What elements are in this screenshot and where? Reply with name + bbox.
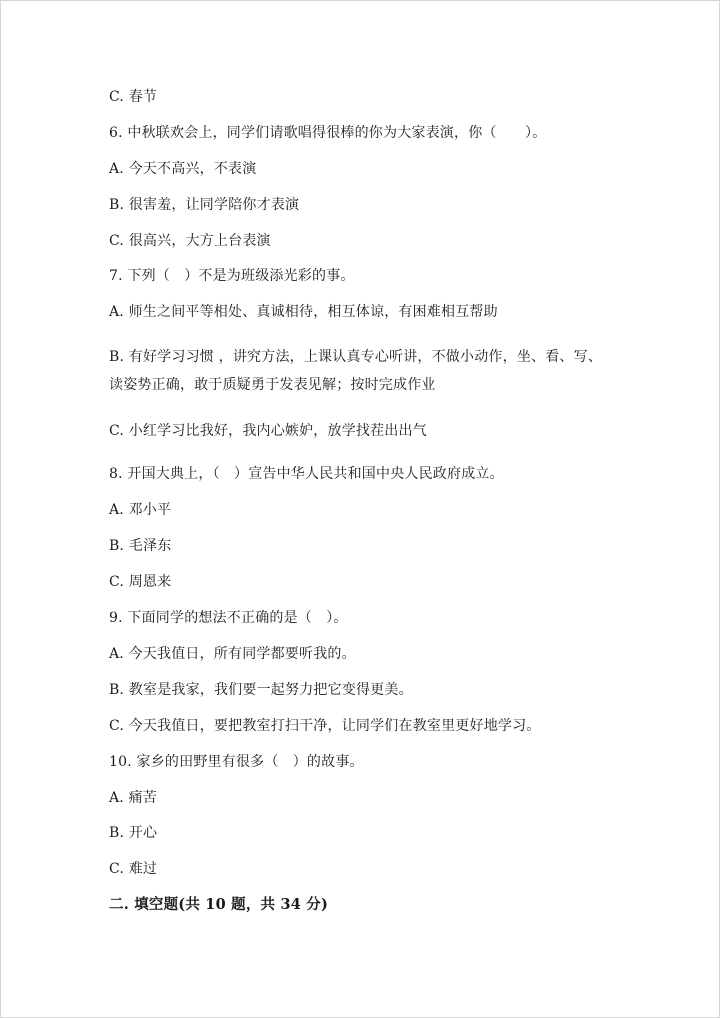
q10-option-a: A. 痛苦 [109, 790, 158, 806]
q6-option-b: B. 很害羞，让同学陪你才表演 [109, 197, 300, 213]
q6-option-c: C. 很高兴，大方上台表演 [109, 233, 271, 249]
q7-option-b-continued: 读姿势正确，敢于质疑勇于发表见解；按时完成作业 [109, 377, 436, 393]
question-9: 9. 下面同学的想法不正确的是（ ）。 [109, 610, 348, 626]
q7-option-c: C. 小红学习比我好，我内心嫉妒，放学找茬出出气 [109, 423, 427, 439]
question-7: 7. 下列（ ）不是为班级添光彩的事。 [109, 268, 355, 284]
q8-option-b: B. 毛泽东 [109, 538, 172, 554]
q8-option-a: A. 邓小平 [109, 502, 172, 518]
q7-option-b: B. 有好学习习惯 ，讲究方法，上课认真专心听讲，不做小动作，坐、看、写、 [109, 349, 603, 365]
section-heading: 二. 填空题(共 10 题，共 34 分) [109, 896, 329, 913]
question-6: 6. 中秋联欢会上，同学们请歌唱得很棒的你为大家表演，你（ ）。 [109, 125, 547, 141]
q10-option-c: C. 难过 [109, 861, 158, 877]
q8-option-c: C. 周恩来 [109, 574, 172, 590]
q9-option-c: C. 今天我值日，要把教室打扫干净，让同学们在教室里更好地学习。 [109, 718, 541, 734]
q10-option-b: B. 开心 [109, 825, 158, 841]
q6-option-a: A. 今天不高兴，不表演 [109, 161, 257, 177]
q5-option-c: C. 春节 [109, 89, 158, 105]
q7-option-a: A. 师生之间平等相处、真诚相待，相互体谅，有困难相互帮助 [109, 304, 498, 320]
question-10: 10. 家乡的田野里有很多（ ）的故事。 [109, 754, 364, 770]
q9-option-a: A. 今天我值日，所有同学都要听我的。 [109, 646, 356, 662]
question-8: 8. 开国大典上，（ ）宣告中华人民共和国中央人民政府成立。 [109, 466, 504, 482]
q9-option-b: B. 教室是我家，我们要一起努力把它变得更美。 [109, 682, 413, 698]
